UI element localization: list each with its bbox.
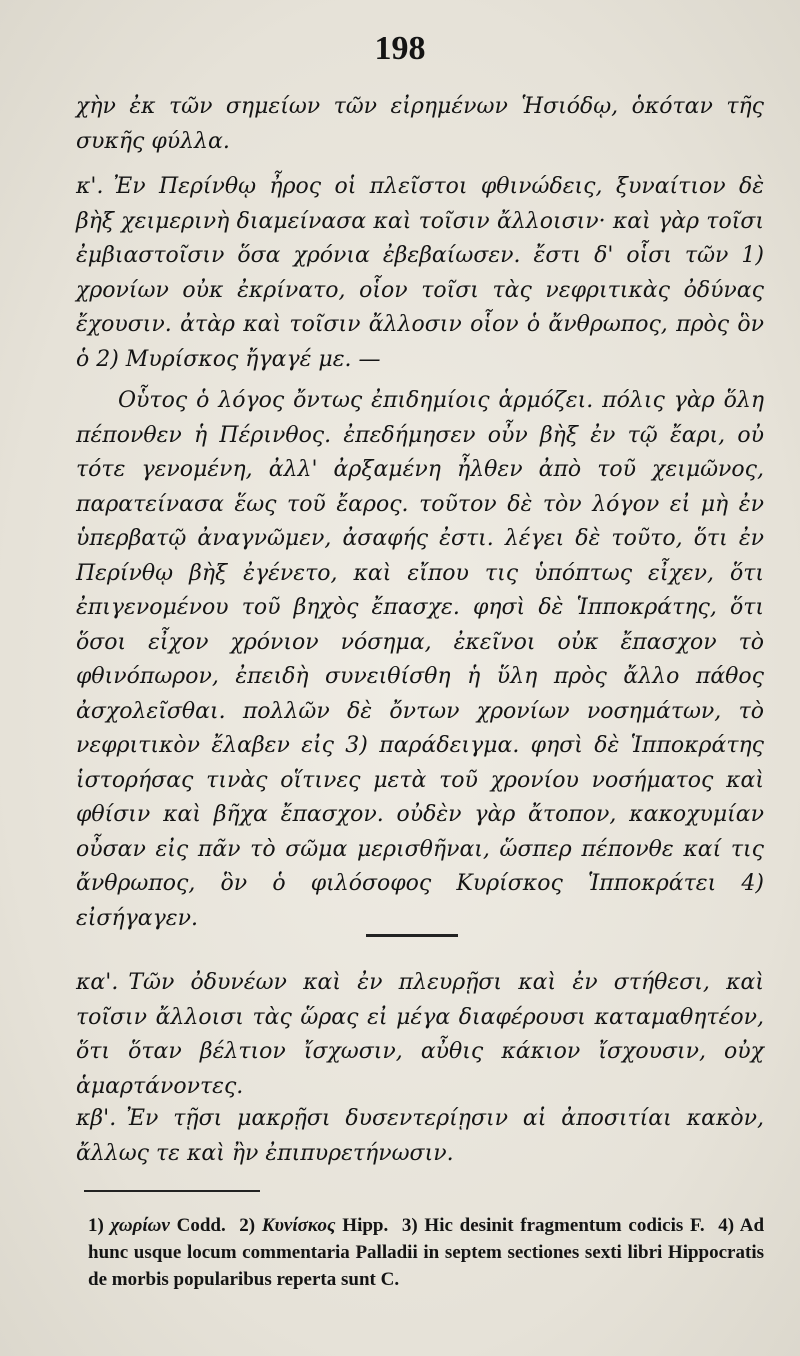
aphorism-22-text: Ἐν τῇσι μακρῇσι δυσεντερίῃσιν αἱ ἀποσιτίαι κακὸν, ἄλλως τε καὶ ἢν ἐπιπυρετήνωσιν.	[76, 1106, 764, 1166]
footnote-1-text: Codd.	[176, 1215, 226, 1236]
aphorism-21-text: Τῶν ὀδυνέων καὶ ἐν πλευρῇσι καὶ ἐν στήθεσι, καὶ τοῖσιν ἄλλοισι τὰς ὥρας εἰ μέγα διαφέρουσι καταμαθητέον, ὅτι ὅταν βέλτιον ἴσχωσιν, αὖθις κάκιον ἴσχουσιν, οὐχ ἁμαρτάνοντες.	[76, 970, 764, 1099]
aphorism-21-number: κα'.	[76, 970, 119, 995]
footnote-2-greek: Κυνίσκος	[261, 1215, 336, 1236]
footnote-1-greek: χωρίων	[110, 1215, 170, 1236]
commentary-paragraph	[76, 384, 764, 936]
intro-paragraph	[76, 90, 764, 159]
aphorism-20-number: κ'.	[76, 174, 104, 199]
footnote-2-text: Hipp.	[342, 1215, 389, 1236]
footnote-2-marker: 2)	[239, 1215, 256, 1236]
section-divider	[366, 934, 458, 937]
aphorism-20-text: Ἐν Περίνθῳ ἦρος οἱ πλεῖστοι φθινώδεις, ξυναίτιον δὲ βὴξ χειμερινὴ διαμείνασα καὶ τοῖσιν ἄλλοισιν· καὶ γὰρ τοῖσι ἐμβιαστοῖσιν ὅσα χρόνια ἐβεβαίωσεν. ἔστι δ' οἷσι τῶν 1) χρονίων οὐκ ἐκρίνατο, οἷον τοῖσι τὰς νεφριτικὰς ὀδύνας ἔχουσιν. ἀτὰρ καὶ τοῖσιν ἄλλοσιν οἷον ὁ ἄνθρωπος, πρὸς ὃν ὁ 2) Μυρίσκος ἤγαγέ με. —	[76, 174, 764, 372]
intro-text: χὴν ἐκ τῶν σημείων τῶν εἰρημένων Ἡσιόδῳ, ὁκόταν τῆς συκῆς φύλλα.	[76, 94, 764, 154]
footnote-4: 4) Ad hunc usque locum commentaria Palladii in septem sectiones sexti libri Hippocratis de morbis popularibus reperta sunt C.	[88, 1215, 765, 1290]
footnote-3: 3) Hic desinit fragmentum codicis F.	[401, 1215, 705, 1236]
footnote-divider	[84, 1190, 260, 1192]
footnotes	[88, 1212, 764, 1293]
aphorism-20	[76, 170, 764, 377]
page-number: 198	[374, 30, 426, 67]
footnote-1-marker: 1)	[88, 1215, 104, 1236]
aphorism-21	[76, 966, 764, 1104]
commentary-text: Οὗτος ὁ λόγος ὄντως ἐπιδημίοις ἁρμόζει. πόλις γὰρ ὅλη πέπονθεν ἡ Πέρινθος. ἐπεδήμησεν οὖν βὴξ ἐν τῷ ἔαρι, οὐ τότε γενομένη, ἀλλ' ἀρξαμένη ἦλθεν ἀπὸ τοῦ χειμῶνος, παρατείνασα ἕως τοῦ ἔαρος. τοῦτον δὲ τὸν λόγον εἰ μὴ ἐν ὑπερβατῷ ἀναγνῶμεν, ἀσαφής ἐστι. λέγει δὲ τοῦτο, ὅτι ἐν Περίνθῳ βὴξ ἐγένετο, καὶ εἴπου τις ὑπόπτως εἶχεν, ὅτι ἐπιγενομένου τοῦ βηχὸς ἔπασχε. φησὶ δὲ Ἱπποκράτης, ὅτι ὅσοι εἶχον χρόνιον νόσημα, ἐκεῖνοι οὐκ ἔπασχον τὸ φθινόπωρον, ἐπειδὴ συνειθίσθη ἡ ὕλη πρὸς ἄλλο πάθος ἀσχολεῖσθαι. πολλῶν δὲ ὄντων χρονίων νοσημάτων, τὸ νεφριτικὸν ἔλαβεν εἰς 3) παράδειγμα. φησὶ δὲ Ἱπποκράτης ἱστορήσας τινὰς οἵτινες μετὰ τοῦ χρονίου νοσήματος καὶ φθίσιν καὶ βῆχα ἔπασχον. οὐδὲν γὰρ ἄτοπον, κακοχυμίαν οὖσαν εἰς πᾶν τὸ σῶμα μερισθῆναι, ὥσπερ πέπονθε καί τις ἄνθρωπος, ὃν ὁ φιλόσοφος Κυρίσκος Ἱπποκράτει 4) εἰσήγαγεν.	[76, 388, 764, 931]
aphorism-22	[76, 1102, 764, 1171]
aphorism-22-number: κβ'.	[76, 1106, 117, 1131]
